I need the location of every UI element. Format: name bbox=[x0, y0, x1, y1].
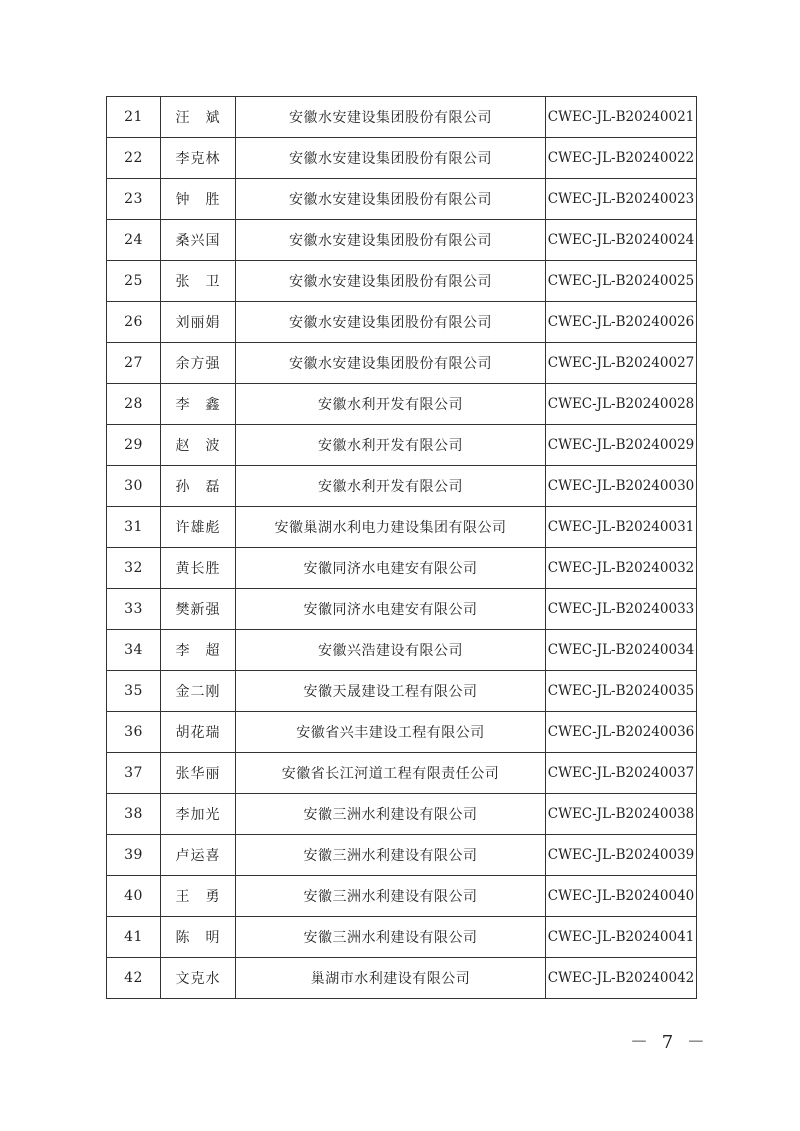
roster-table-body bbox=[107, 97, 697, 999]
page-number: － 7 － bbox=[630, 1032, 709, 1053]
row-number-cell: 31 bbox=[107, 507, 161, 548]
company-name-cell: 安徽水利开发有限公司 bbox=[236, 425, 546, 466]
certificate-number-cell: CWEC-JL-B20240035 bbox=[546, 671, 697, 712]
certificate-number-cell: CWEC-JL-B20240028 bbox=[546, 384, 697, 425]
row-number-cell: 36 bbox=[107, 712, 161, 753]
person-name-cell: 胡花瑞 bbox=[161, 712, 236, 753]
table-row bbox=[107, 138, 697, 179]
table-row bbox=[107, 753, 697, 794]
certificate-number-cell: CWEC-JL-B20240038 bbox=[546, 794, 697, 835]
row-number-cell: 35 bbox=[107, 671, 161, 712]
table-row bbox=[107, 97, 697, 138]
row-number-cell: 29 bbox=[107, 425, 161, 466]
person-name-cell: 孙 磊 bbox=[161, 466, 236, 507]
table-row bbox=[107, 630, 697, 671]
row-number-cell: 23 bbox=[107, 179, 161, 220]
company-name-cell: 安徽水安建设集团股份有限公司 bbox=[236, 97, 546, 138]
certificate-number-cell: CWEC-JL-B20240042 bbox=[546, 958, 697, 999]
row-number-cell: 22 bbox=[107, 138, 161, 179]
certificate-number-cell: CWEC-JL-B20240039 bbox=[546, 835, 697, 876]
person-name-cell: 许雄彪 bbox=[161, 507, 236, 548]
certificate-number-cell: CWEC-JL-B20240027 bbox=[546, 343, 697, 384]
person-name-cell: 卢运喜 bbox=[161, 835, 236, 876]
certificate-number-cell: CWEC-JL-B20240032 bbox=[546, 548, 697, 589]
row-number-cell: 24 bbox=[107, 220, 161, 261]
person-name-cell: 张华丽 bbox=[161, 753, 236, 794]
table-row bbox=[107, 220, 697, 261]
row-number-cell: 21 bbox=[107, 97, 161, 138]
row-number-cell: 26 bbox=[107, 302, 161, 343]
row-number-cell: 37 bbox=[107, 753, 161, 794]
certificate-number-cell: CWEC-JL-B20240033 bbox=[546, 589, 697, 630]
company-name-cell: 安徽水安建设集团股份有限公司 bbox=[236, 343, 546, 384]
company-name-cell: 安徽三洲水利建设有限公司 bbox=[236, 917, 546, 958]
table-row bbox=[107, 425, 697, 466]
person-name-cell: 李 鑫 bbox=[161, 384, 236, 425]
certificate-number-cell: CWEC-JL-B20240021 bbox=[546, 97, 697, 138]
row-number-cell: 42 bbox=[107, 958, 161, 999]
company-name-cell: 安徽天晟建设工程有限公司 bbox=[236, 671, 546, 712]
person-name-cell: 汪 斌 bbox=[161, 97, 236, 138]
row-number-cell: 28 bbox=[107, 384, 161, 425]
table-row bbox=[107, 917, 697, 958]
company-name-cell: 安徽巢湖水利电力建设集团有限公司 bbox=[236, 507, 546, 548]
roster-table bbox=[106, 96, 697, 999]
certificate-number-cell: CWEC-JL-B20240029 bbox=[546, 425, 697, 466]
row-number-cell: 39 bbox=[107, 835, 161, 876]
certificate-number-cell: CWEC-JL-B20240030 bbox=[546, 466, 697, 507]
certificate-number-cell: CWEC-JL-B20240023 bbox=[546, 179, 697, 220]
table-row bbox=[107, 958, 697, 999]
person-name-cell: 刘丽娟 bbox=[161, 302, 236, 343]
table-row bbox=[107, 712, 697, 753]
person-name-cell: 李加光 bbox=[161, 794, 236, 835]
table-row bbox=[107, 548, 697, 589]
certificate-number-cell: CWEC-JL-B20240025 bbox=[546, 261, 697, 302]
certificate-number-cell: CWEC-JL-B20240022 bbox=[546, 138, 697, 179]
row-number-cell: 40 bbox=[107, 876, 161, 917]
table-row bbox=[107, 835, 697, 876]
certificate-number-cell: CWEC-JL-B20240024 bbox=[546, 220, 697, 261]
company-name-cell: 安徽三洲水利建设有限公司 bbox=[236, 794, 546, 835]
person-name-cell: 赵 波 bbox=[161, 425, 236, 466]
company-name-cell: 安徽兴浩建设有限公司 bbox=[236, 630, 546, 671]
table-row bbox=[107, 302, 697, 343]
table-row bbox=[107, 671, 697, 712]
person-name-cell: 黄长胜 bbox=[161, 548, 236, 589]
company-name-cell: 安徽水安建设集团股份有限公司 bbox=[236, 302, 546, 343]
person-name-cell: 金二刚 bbox=[161, 671, 236, 712]
table-row bbox=[107, 343, 697, 384]
row-number-cell: 32 bbox=[107, 548, 161, 589]
company-name-cell: 安徽水利开发有限公司 bbox=[236, 466, 546, 507]
person-name-cell: 文克水 bbox=[161, 958, 236, 999]
person-name-cell: 李克林 bbox=[161, 138, 236, 179]
person-name-cell: 钟 胜 bbox=[161, 179, 236, 220]
company-name-cell: 巢湖市水利建设有限公司 bbox=[236, 958, 546, 999]
person-name-cell: 张 卫 bbox=[161, 261, 236, 302]
table-row bbox=[107, 876, 697, 917]
table-row bbox=[107, 384, 697, 425]
certificate-number-cell: CWEC-JL-B20240037 bbox=[546, 753, 697, 794]
person-name-cell: 陈 明 bbox=[161, 917, 236, 958]
company-name-cell: 安徽省长江河道工程有限责任公司 bbox=[236, 753, 546, 794]
company-name-cell: 安徽水利开发有限公司 bbox=[236, 384, 546, 425]
person-name-cell: 李 超 bbox=[161, 630, 236, 671]
row-number-cell: 41 bbox=[107, 917, 161, 958]
company-name-cell: 安徽同济水电建安有限公司 bbox=[236, 548, 546, 589]
row-number-cell: 33 bbox=[107, 589, 161, 630]
row-number-cell: 34 bbox=[107, 630, 161, 671]
certificate-number-cell: CWEC-JL-B20240031 bbox=[546, 507, 697, 548]
certificate-number-cell: CWEC-JL-B20240041 bbox=[546, 917, 697, 958]
company-name-cell: 安徽水安建设集团股份有限公司 bbox=[236, 138, 546, 179]
table-row bbox=[107, 794, 697, 835]
person-name-cell: 桑兴国 bbox=[161, 220, 236, 261]
certificate-number-cell: CWEC-JL-B20240036 bbox=[546, 712, 697, 753]
company-name-cell: 安徽三洲水利建设有限公司 bbox=[236, 876, 546, 917]
certificate-number-cell: CWEC-JL-B20240040 bbox=[546, 876, 697, 917]
table-row bbox=[107, 261, 697, 302]
row-number-cell: 30 bbox=[107, 466, 161, 507]
person-name-cell: 王 勇 bbox=[161, 876, 236, 917]
person-name-cell: 余方强 bbox=[161, 343, 236, 384]
table-row bbox=[107, 179, 697, 220]
certificate-number-cell: CWEC-JL-B20240034 bbox=[546, 630, 697, 671]
company-name-cell: 安徽同济水电建安有限公司 bbox=[236, 589, 546, 630]
row-number-cell: 25 bbox=[107, 261, 161, 302]
company-name-cell: 安徽水安建设集团股份有限公司 bbox=[236, 220, 546, 261]
company-name-cell: 安徽水安建设集团股份有限公司 bbox=[236, 179, 546, 220]
company-name-cell: 安徽三洲水利建设有限公司 bbox=[236, 835, 546, 876]
table-row bbox=[107, 589, 697, 630]
person-name-cell: 樊新强 bbox=[161, 589, 236, 630]
table-row bbox=[107, 507, 697, 548]
row-number-cell: 38 bbox=[107, 794, 161, 835]
company-name-cell: 安徽水安建设集团股份有限公司 bbox=[236, 261, 546, 302]
table-row bbox=[107, 466, 697, 507]
certificate-number-cell: CWEC-JL-B20240026 bbox=[546, 302, 697, 343]
company-name-cell: 安徽省兴丰建设工程有限公司 bbox=[236, 712, 546, 753]
row-number-cell: 27 bbox=[107, 343, 161, 384]
